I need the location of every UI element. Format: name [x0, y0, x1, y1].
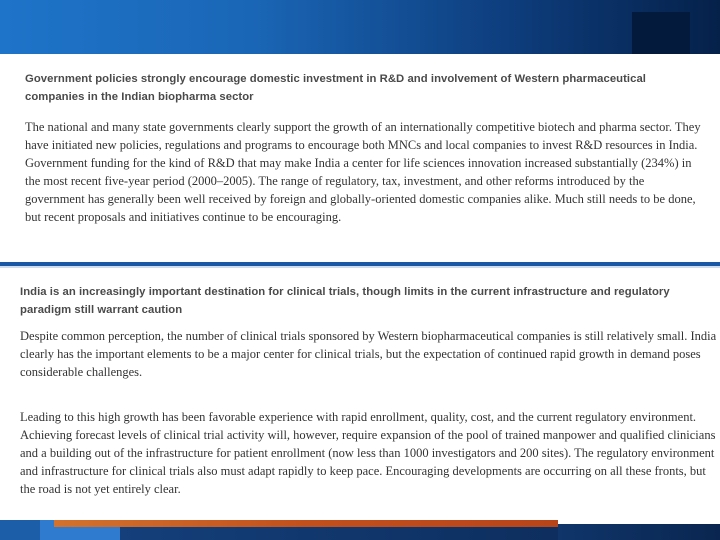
- footer-navy-stripe: [120, 527, 558, 540]
- section2-title: India is an increasingly important destination for clinical trials, though limits in the current infrastructure and regulatory paradigm still warrant caution: [20, 286, 670, 316]
- section1-title: Government policies strongly encourage domestic investment in R&D and involvement of Western pharmaceutical companies in the Indian biopharma sector: [25, 73, 646, 103]
- footer-navy-end: [558, 524, 720, 540]
- section-divider-shadow: [0, 266, 720, 268]
- footer-band: [0, 520, 720, 540]
- footer-orange-stripe: [54, 520, 558, 527]
- section1-body: The national and many state governments clearly support the growth of an internationally competitive biotech and pharma sector. They have initiated new policies, regulations and programs to encourage both MNCs and local companies to invest R&D resources in India. Government funding for the kind of R&D that may make India a center for life sciences innovation increased substantially (234%) in the most recent five-year period (2000–2005). The range of regulatory, tax, investment, and other reforms introduced by the government has generally been well received by foreign and globally-oriented domestic companies alike. Much still needs to be done, but recent proposals and initiatives continue to be encouraging.: [25, 120, 701, 224]
- section2-body-paragraph-2: Leading to this high growth has been favorable experience with rapid enrollment, quality, cost, and the current regulatory environment. Achieving forecast levels of clinical trial activity will, however, require expansion of the pool of trained manpower and qualified clinicians and a building out of the infrastructure for patient enrollment (now less than 1000 investigators and 200 sites). The regulatory environment and infrastructure for clinical trials also must adapt rapidly to keep pace. Encouraging developments are occurring on all these fronts, but the road is not yet entirely clear.: [20, 410, 716, 496]
- header-dark-tab: [632, 12, 690, 54]
- section2-body-paragraph-1: Despite common perception, the number of clinical trials sponsored by Western biopharmaceutical companies is still relatively small. India clearly has the important elements to be a major center for clinical trials, but the expectation of continued rapid growth in demand poses considerable challenges.: [20, 329, 717, 379]
- header-band: [0, 0, 720, 54]
